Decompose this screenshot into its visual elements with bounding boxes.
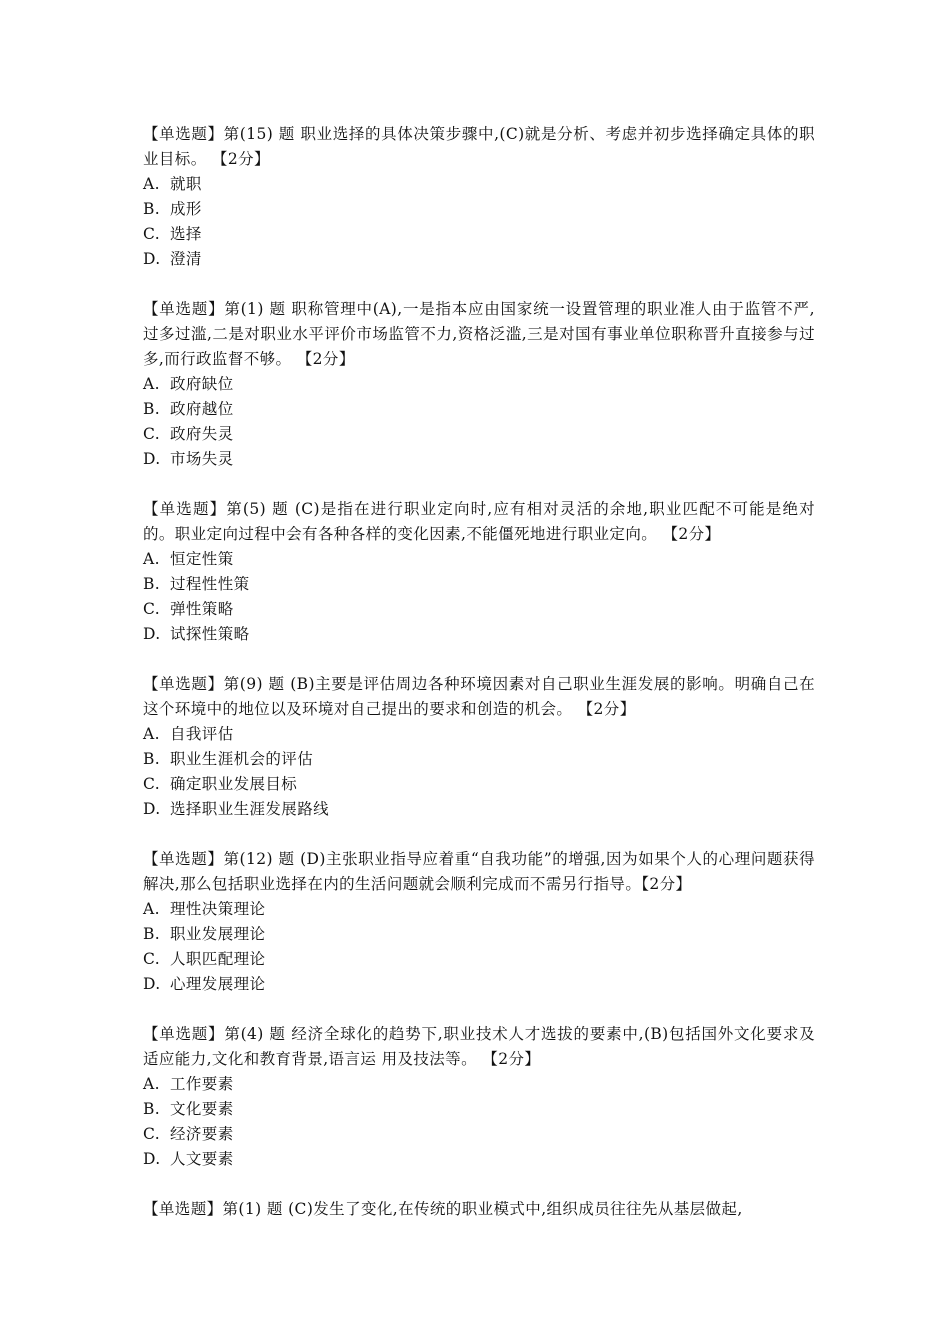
option-text: 心理发展理论 [170, 975, 266, 993]
option-list [143, 172, 815, 272]
option-b [143, 197, 815, 222]
option-d [143, 797, 815, 822]
option-a [143, 722, 815, 747]
option-text: 确定职业发展目标 [170, 775, 298, 793]
option-letter: D. [143, 975, 161, 993]
option-letter: B. [143, 400, 161, 418]
option-letter: D. [143, 625, 161, 643]
option-a [143, 372, 815, 397]
question-block-2 [143, 297, 815, 472]
option-letter: D. [143, 450, 161, 468]
option-a [143, 1072, 815, 1097]
option-a [143, 172, 815, 197]
option-text: 职业生涯机会的评估 [170, 750, 314, 768]
option-text: 工作要素 [170, 1075, 234, 1093]
option-letter: B. [143, 1100, 161, 1118]
option-list [143, 897, 815, 997]
option-letter: A. [143, 375, 160, 393]
option-text: 试探性策略 [170, 625, 250, 643]
option-a [143, 897, 815, 922]
option-letter: C. [143, 775, 161, 793]
question-block-6 [143, 1022, 815, 1172]
option-text: 政府缺位 [170, 375, 234, 393]
option-d [143, 1147, 815, 1172]
option-text: 职业发展理论 [170, 925, 266, 943]
option-text: 经济要素 [170, 1125, 234, 1143]
option-c [143, 1122, 815, 1147]
option-text: 政府越位 [170, 400, 234, 418]
option-c [143, 422, 815, 447]
question-stem: 【单选题】第(9) 题 (B)主要是评估周边各种环境因素对自己职业生涯发展的影响。明确自己在这个环境中的地位以及环境对自己提出的要求和创造的机会。 【2分】 [143, 675, 815, 718]
question-block-1 [143, 122, 815, 272]
option-text: 过程性性策 [170, 575, 250, 593]
option-list [143, 1072, 815, 1172]
question-stem: 【单选题】第(4) 题 经济全球化的趋势下,职业技术人才选拔的要素中,(B)包括国外文化要求及适应能力,文化和教育背景,语言运 用及技法等。 【2分】 [143, 1025, 815, 1068]
question-block-3 [143, 497, 815, 647]
option-text: 恒定性策 [170, 550, 234, 568]
option-letter: C. [143, 950, 161, 968]
option-letter: D. [143, 1150, 161, 1168]
question-stem: 【单选题】第(5) 题 (C)是指在进行职业定向时,应有相对灵活的余地,职业匹配不可能是绝对的。职业定向过程中会有各种各样的变化因素,不能僵死地进行职业定向。 【2分】 [143, 500, 815, 543]
option-list [143, 372, 815, 472]
option-b [143, 1097, 815, 1122]
option-b [143, 922, 815, 947]
option-letter: B. [143, 200, 161, 218]
option-letter: D. [143, 800, 161, 818]
option-text: 弹性策略 [170, 600, 234, 618]
question-stem: 【单选题】第(1) 题 职称管理中(A),一是指本应由国家统一设置管理的职业准人由于监管不严,过多过滥,二是对职业水平评价市场监管不力,资格泛滥,三是对国有事业单位职称晋升直接参与过多,而行政监督不够。 【2分】 [143, 300, 815, 368]
option-text: 人职匹配理论 [170, 950, 266, 968]
option-letter: C. [143, 425, 161, 443]
option-text: 选择 [170, 225, 202, 243]
option-c [143, 597, 815, 622]
option-text: 政府失灵 [170, 425, 234, 443]
question-block-5 [143, 847, 815, 997]
option-c [143, 772, 815, 797]
option-text: 理性决策理论 [170, 900, 266, 918]
option-d [143, 247, 815, 272]
option-letter: A. [143, 1075, 160, 1093]
option-c [143, 222, 815, 247]
option-text: 自我评估 [170, 725, 234, 743]
option-list [143, 722, 815, 822]
question-stem: 【单选题】第(1) 题 (C)发生了变化,在传统的职业模式中,组织成员往往先从基层做起, [143, 1200, 743, 1218]
option-letter: A. [143, 175, 160, 193]
question-stem: 【单选题】第(15) 题 职业选择的具体决策步骤中,(C)就是分析、考虑并初步选择确定具体的职业目标。 【2分】 [143, 125, 815, 168]
option-text: 市场失灵 [170, 450, 234, 468]
option-list [143, 547, 815, 647]
question-block-4 [143, 672, 815, 822]
option-letter: B. [143, 575, 161, 593]
option-text: 人文要素 [170, 1150, 234, 1168]
option-text: 成形 [170, 200, 202, 218]
option-letter: B. [143, 750, 161, 768]
option-d [143, 972, 815, 997]
option-d [143, 622, 815, 647]
question-block-7 [143, 1197, 815, 1222]
option-d [143, 447, 815, 472]
option-letter: B. [143, 925, 161, 943]
option-b [143, 397, 815, 422]
option-c [143, 947, 815, 972]
option-text: 澄清 [170, 250, 202, 268]
document-page [143, 122, 815, 1247]
option-b [143, 572, 815, 597]
option-b [143, 747, 815, 772]
option-letter: A. [143, 900, 160, 918]
option-letter: C. [143, 1125, 161, 1143]
option-text: 文化要素 [170, 1100, 234, 1118]
option-letter: A. [143, 725, 160, 743]
question-stem: 【单选题】第(12) 题 (D)主张职业指导应着重“自我功能”的增强,因为如果个人的心理问题获得解决,那么包括职业选择在内的生活问题就会顺利完成而不需另行指导。【2分】 [143, 850, 815, 893]
option-letter: C. [143, 225, 161, 243]
option-text: 就职 [170, 175, 202, 193]
option-letter: D. [143, 250, 161, 268]
option-letter: A. [143, 550, 160, 568]
option-a [143, 547, 815, 572]
option-letter: C. [143, 600, 161, 618]
option-text: 选择职业生涯发展路线 [170, 800, 330, 818]
